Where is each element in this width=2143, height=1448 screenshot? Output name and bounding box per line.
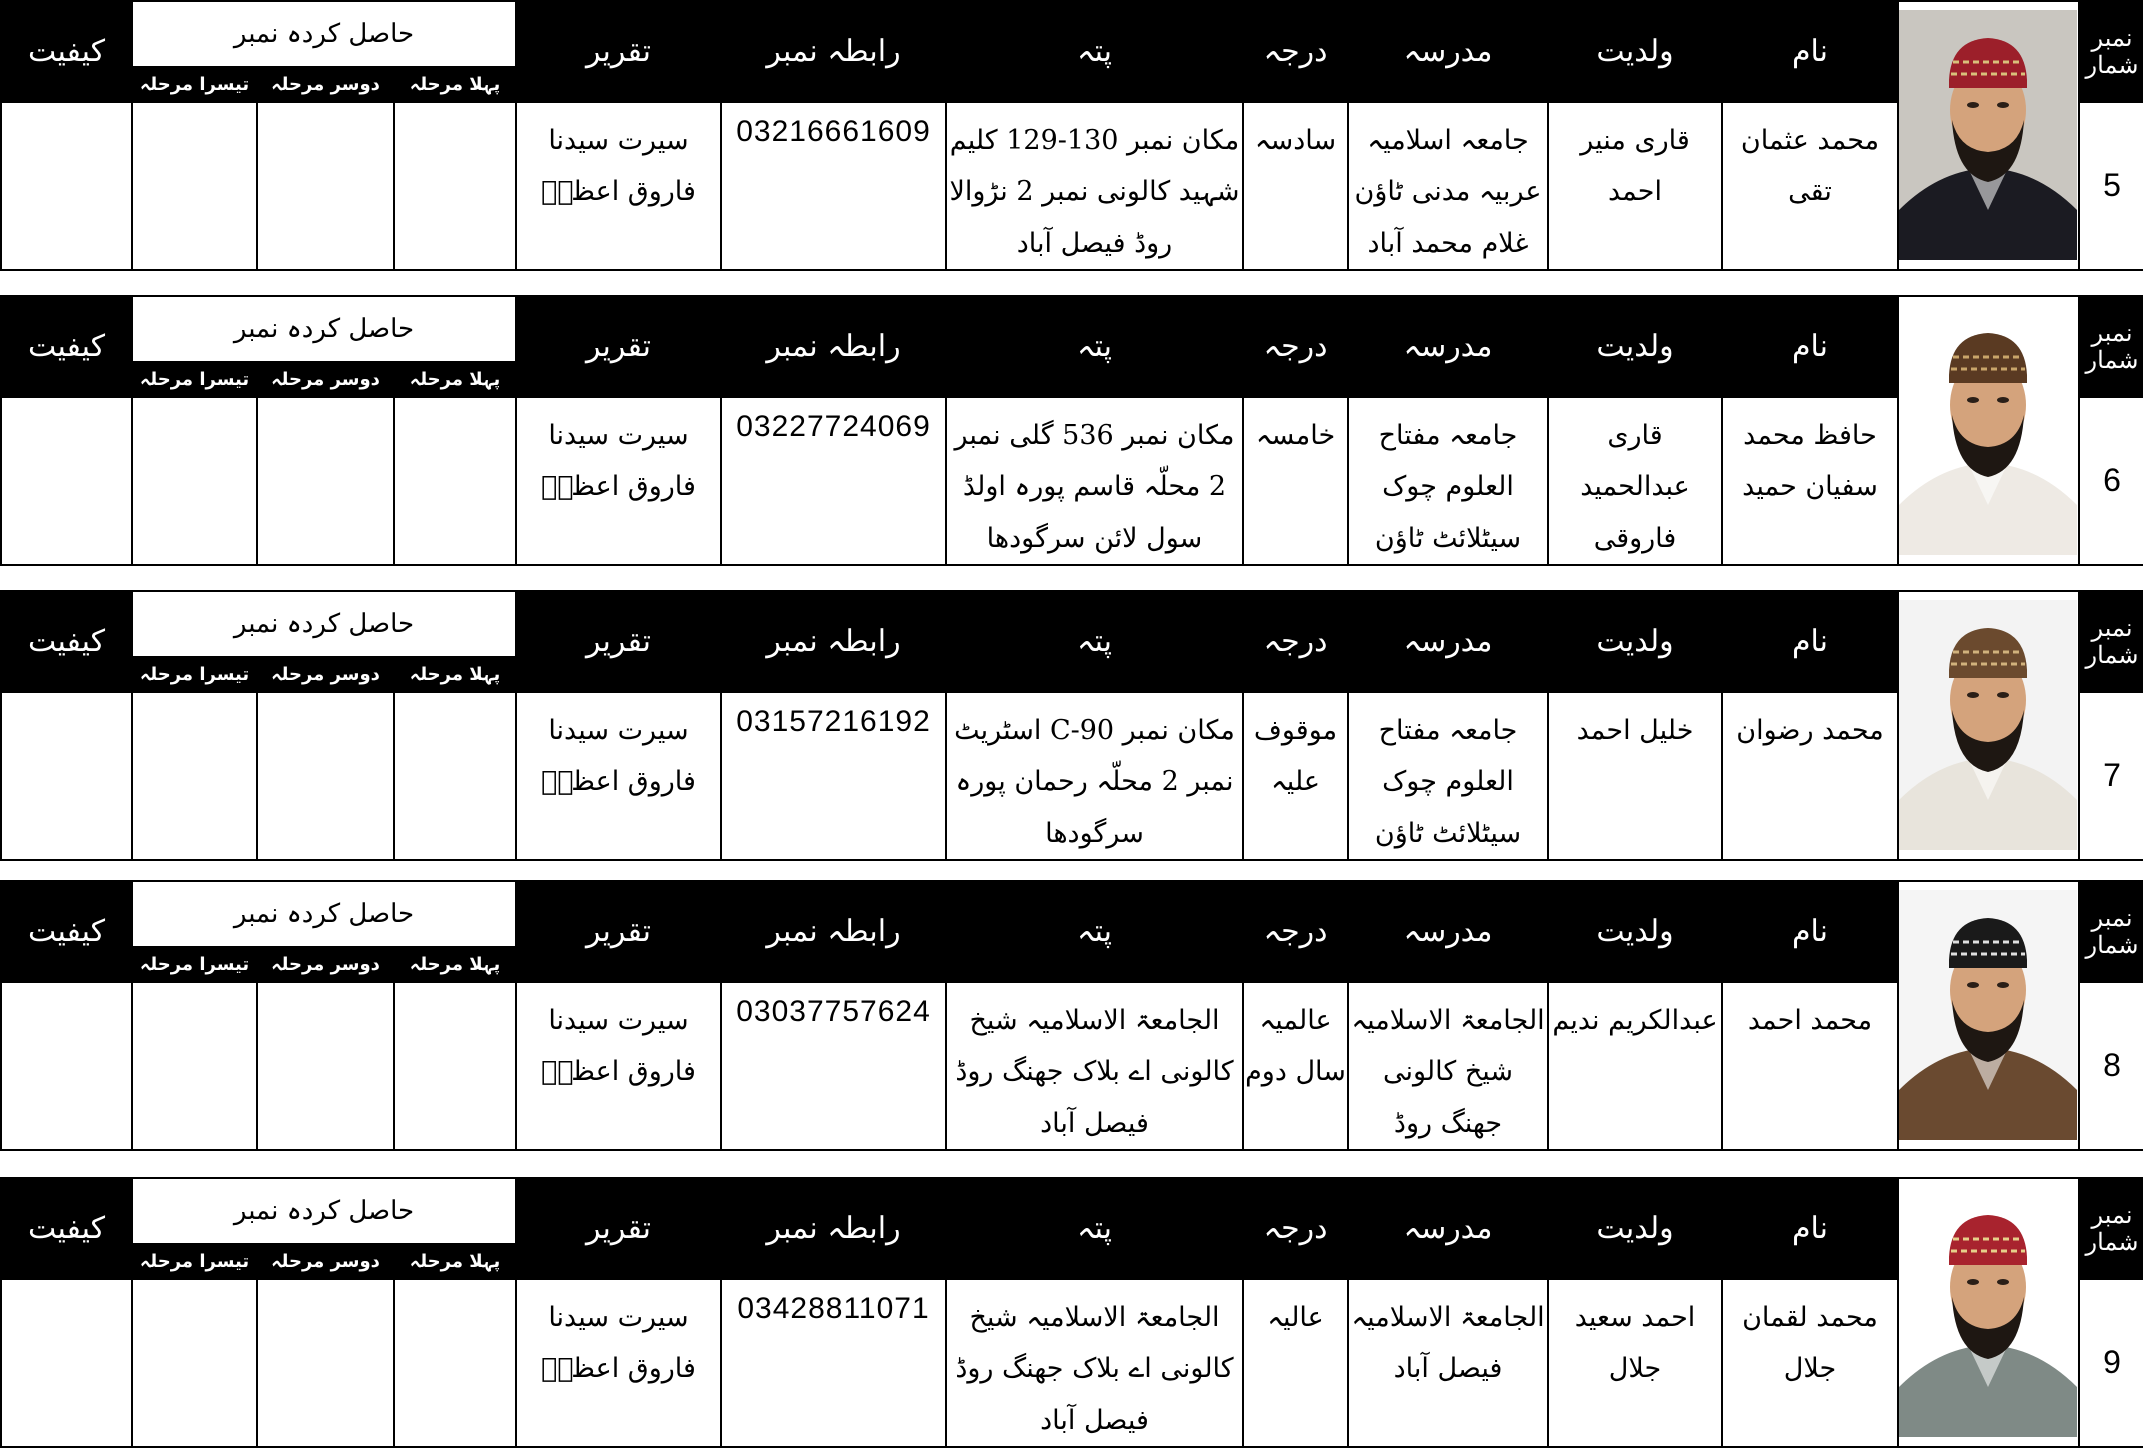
header-madrasa: مدرسہ bbox=[1348, 881, 1548, 982]
header-contact: رابطہ نمبر bbox=[721, 1178, 946, 1279]
header-speech: تقریر bbox=[516, 591, 721, 692]
portrait-photo bbox=[1899, 600, 2077, 850]
header-serial: نمبر شمار bbox=[2079, 1178, 2143, 1279]
father-name: احمد سعید جلال bbox=[1548, 1279, 1722, 1447]
madrasa-text: جامعہ مفتاح العلوم چوک سیٹلائٹ ٹاؤن bbox=[1348, 692, 1548, 860]
level-text: عالیہ bbox=[1243, 1279, 1348, 1447]
record-block bbox=[0, 590, 2143, 849]
header-stage2: دوسر مرحلہ bbox=[257, 67, 394, 102]
header-remarks: کیفیت bbox=[1, 1178, 132, 1279]
header-madrasa: مدرسہ bbox=[1348, 1, 1548, 102]
portrait-photo bbox=[1899, 305, 2077, 555]
stage3-marks-cell[interactable] bbox=[132, 692, 257, 860]
remarks-cell[interactable] bbox=[1, 982, 132, 1150]
header-stage1: پہلا مرحلہ bbox=[394, 1244, 516, 1279]
header-stage2: دوسر مرحلہ bbox=[257, 1244, 394, 1279]
header-stage3: تیسرا مرحلہ bbox=[132, 947, 257, 982]
address-text: مکان نمبر 536 گلی نمبر 2 محلّہ قاسم پورہ اولڈ سول لائن سرگودھا bbox=[946, 397, 1243, 565]
header-marks-title: حاصل کردہ نمبر bbox=[132, 881, 516, 947]
madrasa-text: جامعہ مفتاح العلوم چوک سیٹلائٹ ٹاؤن bbox=[1348, 397, 1548, 565]
header-marks-title: حاصل کردہ نمبر bbox=[132, 1178, 516, 1244]
student-name: محمد لقمان جلال bbox=[1722, 1279, 1898, 1447]
header-stage2: دوسر مرحلہ bbox=[257, 362, 394, 397]
header-father: ولدیت bbox=[1548, 1178, 1722, 1279]
portrait-photo bbox=[1899, 10, 2077, 260]
header-madrasa: مدرسہ bbox=[1348, 591, 1548, 692]
father-name: عبدالکریم ندیم bbox=[1548, 982, 1722, 1150]
header-stage3: تیسرا مرحلہ bbox=[132, 1244, 257, 1279]
header-marks-title: حاصل کردہ نمبر bbox=[132, 591, 516, 657]
header-madrasa: مدرسہ bbox=[1348, 296, 1548, 397]
level-text: عالمیہ سال دوم bbox=[1243, 982, 1348, 1150]
madrasa-text: الجامعۃ الاسلامیہ شیخ کالونی جھنگ روڈ bbox=[1348, 982, 1548, 1150]
header-serial: نمبر شمار bbox=[2079, 1, 2143, 102]
remarks-cell[interactable] bbox=[1, 397, 132, 565]
header-father: ولدیت bbox=[1548, 1, 1722, 102]
record-block bbox=[0, 0, 2143, 259]
header-madrasa: مدرسہ bbox=[1348, 1178, 1548, 1279]
father-name: قاری منیر احمد bbox=[1548, 102, 1722, 270]
stage1-marks-cell[interactable] bbox=[394, 1279, 516, 1447]
header-stage2: دوسر مرحلہ bbox=[257, 947, 394, 982]
header-address: پتہ bbox=[946, 1, 1243, 102]
father-name: قاری عبدالحمید فاروقی bbox=[1548, 397, 1722, 565]
contact-number: 03037757624 bbox=[721, 982, 946, 1150]
header-level: درجہ bbox=[1243, 296, 1348, 397]
portrait-photo bbox=[1899, 890, 2077, 1140]
serial-number: 8 bbox=[2079, 982, 2143, 1150]
contact-number: 03216661609 bbox=[721, 102, 946, 270]
header-name: نام bbox=[1722, 881, 1898, 982]
header-level: درجہ bbox=[1243, 591, 1348, 692]
header-speech: تقریر bbox=[516, 1, 721, 102]
header-level: درجہ bbox=[1243, 881, 1348, 982]
stage2-marks-cell[interactable] bbox=[257, 982, 394, 1150]
header-stage3: تیسرا مرحلہ bbox=[132, 67, 257, 102]
header-name: نام bbox=[1722, 296, 1898, 397]
speech-topic: سیرت سیدنا فاروق اعظمؓ bbox=[516, 1279, 721, 1447]
stage2-marks-cell[interactable] bbox=[257, 102, 394, 270]
address-text: مکان نمبر C-90 اسٹریٹ نمبر 2 محلّہ رحمان پورہ سرگودھا bbox=[946, 692, 1243, 860]
photo-cell bbox=[1898, 591, 2079, 860]
speech-topic: سیرت سیدنا فاروق اعظمؓ bbox=[516, 397, 721, 565]
serial-number: 5 bbox=[2079, 102, 2143, 270]
level-text: خامسہ bbox=[1243, 397, 1348, 565]
header-name: نام bbox=[1722, 591, 1898, 692]
contact-number: 03157216192 bbox=[721, 692, 946, 860]
speech-topic: سیرت سیدنا فاروق اعظمؓ bbox=[516, 102, 721, 270]
header-stage3: تیسرا مرحلہ bbox=[132, 657, 257, 692]
stage1-marks-cell[interactable] bbox=[394, 982, 516, 1150]
header-father: ولدیت bbox=[1548, 296, 1722, 397]
student-name: محمد عثمان تقی bbox=[1722, 102, 1898, 270]
address-text: الجامعۃ الاسلامیہ شیخ کالونی اے بلاک جھنگ روڈ فیصل آباد bbox=[946, 982, 1243, 1150]
header-contact: رابطہ نمبر bbox=[721, 296, 946, 397]
header-address: پتہ bbox=[946, 881, 1243, 982]
header-name: نام bbox=[1722, 1, 1898, 102]
header-serial: نمبر شمار bbox=[2079, 296, 2143, 397]
header-stage2: دوسر مرحلہ bbox=[257, 657, 394, 692]
level-text: سادسہ bbox=[1243, 102, 1348, 270]
speech-topic: سیرت سیدنا فاروق اعظمؓ bbox=[516, 692, 721, 860]
header-address: پتہ bbox=[946, 1178, 1243, 1279]
header-father: ولدیت bbox=[1548, 591, 1722, 692]
header-speech: تقریر bbox=[516, 1178, 721, 1279]
record-table bbox=[0, 0, 2143, 271]
header-contact: رابطہ نمبر bbox=[721, 1, 946, 102]
header-serial: نمبر شمار bbox=[2079, 881, 2143, 982]
speech-topic: سیرت سیدنا فاروق اعظمؓ bbox=[516, 982, 721, 1150]
header-stage1: پہلا مرحلہ bbox=[394, 67, 516, 102]
header-remarks: کیفیت bbox=[1, 1, 132, 102]
header-name: نام bbox=[1722, 1178, 1898, 1279]
header-level: درجہ bbox=[1243, 1, 1348, 102]
stage1-marks-cell[interactable] bbox=[394, 692, 516, 860]
student-name: محمد احمد bbox=[1722, 982, 1898, 1150]
level-text: موقوف علیہ bbox=[1243, 692, 1348, 860]
contact-number: 03428811071 bbox=[721, 1279, 946, 1447]
record-table bbox=[0, 880, 2143, 1151]
header-father: ولدیت bbox=[1548, 881, 1722, 982]
stage1-marks-cell[interactable] bbox=[394, 397, 516, 565]
serial-number: 9 bbox=[2079, 1279, 2143, 1447]
header-address: پتہ bbox=[946, 591, 1243, 692]
stage2-marks-cell[interactable] bbox=[257, 692, 394, 860]
record-table bbox=[0, 590, 2143, 861]
header-stage3: تیسرا مرحلہ bbox=[132, 362, 257, 397]
photo-cell bbox=[1898, 1178, 2079, 1447]
photo-cell bbox=[1898, 296, 2079, 565]
madrasa-text: جامعہ اسلامیہ عربیہ مدنی ٹاؤن غلام محمد آباد bbox=[1348, 102, 1548, 270]
header-contact: رابطہ نمبر bbox=[721, 591, 946, 692]
header-marks-title: حاصل کردہ نمبر bbox=[132, 1, 516, 67]
portrait-photo bbox=[1899, 1187, 2077, 1437]
header-marks-title: حاصل کردہ نمبر bbox=[132, 296, 516, 362]
header-remarks: کیفیت bbox=[1, 881, 132, 982]
header-stage1: پہلا مرحلہ bbox=[394, 657, 516, 692]
stage3-marks-cell[interactable] bbox=[132, 397, 257, 565]
stage3-marks-cell[interactable] bbox=[132, 982, 257, 1150]
remarks-cell[interactable] bbox=[1, 1279, 132, 1447]
student-name: حافظ محمد سفیان حمید bbox=[1722, 397, 1898, 565]
header-address: پتہ bbox=[946, 296, 1243, 397]
record-block bbox=[0, 295, 2143, 554]
record-table bbox=[0, 1177, 2143, 1448]
address-text: الجامعۃ الاسلامیہ شیخ کالونی اے بلاک جھنگ روڈ فیصل آباد bbox=[946, 1279, 1243, 1447]
stage2-marks-cell[interactable] bbox=[257, 1279, 394, 1447]
remarks-cell[interactable] bbox=[1, 692, 132, 860]
madrasa-text: الجامعۃ الاسلامیہ فیصل آباد bbox=[1348, 1279, 1548, 1447]
header-contact: رابطہ نمبر bbox=[721, 881, 946, 982]
header-speech: تقریر bbox=[516, 881, 721, 982]
stage2-marks-cell[interactable] bbox=[257, 397, 394, 565]
header-stage1: پہلا مرحلہ bbox=[394, 362, 516, 397]
record-block bbox=[0, 880, 2143, 1139]
student-name: محمد رضوان bbox=[1722, 692, 1898, 860]
header-remarks: کیفیت bbox=[1, 591, 132, 692]
serial-number: 6 bbox=[2079, 397, 2143, 565]
header-stage1: پہلا مرحلہ bbox=[394, 947, 516, 982]
photo-cell bbox=[1898, 881, 2079, 1150]
address-text: مکان نمبر 130-129 کلیم شہید کالونی نمبر 2 نڑوالا روڈ فیصل آباد bbox=[946, 102, 1243, 270]
stage3-marks-cell[interactable] bbox=[132, 102, 257, 270]
header-speech: تقریر bbox=[516, 296, 721, 397]
remarks-cell[interactable] bbox=[1, 102, 132, 270]
photo-cell bbox=[1898, 1, 2079, 270]
record-block bbox=[0, 1177, 2143, 1436]
header-serial: نمبر شمار bbox=[2079, 591, 2143, 692]
stage1-marks-cell[interactable] bbox=[394, 102, 516, 270]
record-table bbox=[0, 295, 2143, 566]
stage3-marks-cell[interactable] bbox=[132, 1279, 257, 1447]
father-name: خلیل احمد bbox=[1548, 692, 1722, 860]
header-level: درجہ bbox=[1243, 1178, 1348, 1279]
serial-number: 7 bbox=[2079, 692, 2143, 860]
contact-number: 03227724069 bbox=[721, 397, 946, 565]
header-remarks: کیفیت bbox=[1, 296, 132, 397]
